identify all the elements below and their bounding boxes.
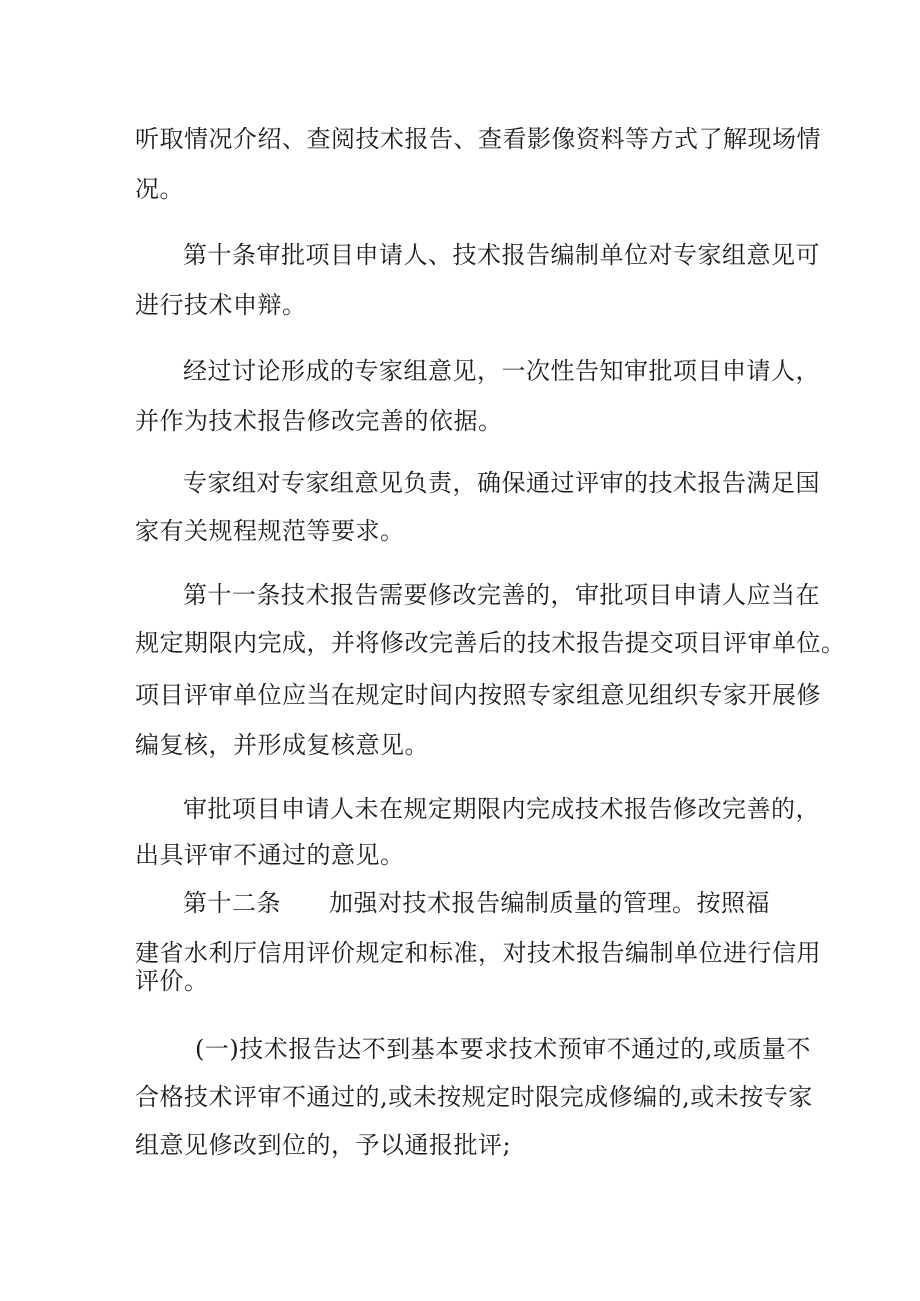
text-line: 组意见修改到位的，予以通报批评; — [135, 1131, 512, 1159]
text-line: 专家组对专家组意见负责，确保通过评审的技术报告满足国 — [183, 469, 820, 497]
text-line: 项目评审单位应当在规定时间内按照专家组意见组织专家开展修 — [135, 681, 821, 709]
item-1-line: (一)技术报告达不到基本要求技术预审不通过的,或质量不 — [195, 1035, 811, 1063]
text-line: 并作为技术报告修改完善的依据。 — [135, 407, 503, 435]
text-line: 审批项目申请人未在规定期限内完成技术报告修改完善的， — [183, 795, 820, 823]
text-line: 听取情况介绍、查阅技术报告、查看影像资料等方式了解现场情 — [135, 125, 821, 153]
text-line: 出具评审不通过的意见。 — [135, 841, 405, 869]
text-line: 进行技术申辩。 — [135, 291, 307, 319]
text-line: 况。 — [135, 175, 184, 203]
article-12-text: 加强对技术报告编制质量的管理。按照福 — [329, 889, 770, 917]
article-10-line: 第十条审批项目申请人、技术报告编制单位对专家组意见可 — [183, 241, 820, 269]
article-11-line: 第十一条技术报告需要修改完善的，审批项目申请人应当在 — [183, 581, 820, 609]
text-line: 规定期限内完成，并将修改完善后的技术报告提交项目评审单位。 — [135, 629, 846, 657]
text-line: 经过讨论形成的专家组意见，一次性告知审批项目申请人， — [183, 357, 820, 385]
article-12-heading: 第十二条 — [183, 889, 281, 917]
text-line: 编复核，并形成复核意见。 — [135, 731, 429, 759]
article-12-line — [183, 888, 770, 918]
text-line: 家有关规程规范等要求。 — [135, 517, 405, 545]
text-line: 合格技术评审不通过的,或未按规定时限完成修编的,或未按专家 — [135, 1083, 813, 1111]
text-line: 评价。 — [135, 967, 209, 995]
text-line: 建省水利厅信用评价规定和标准，对技术报告编制单位进行信用 — [135, 939, 821, 967]
